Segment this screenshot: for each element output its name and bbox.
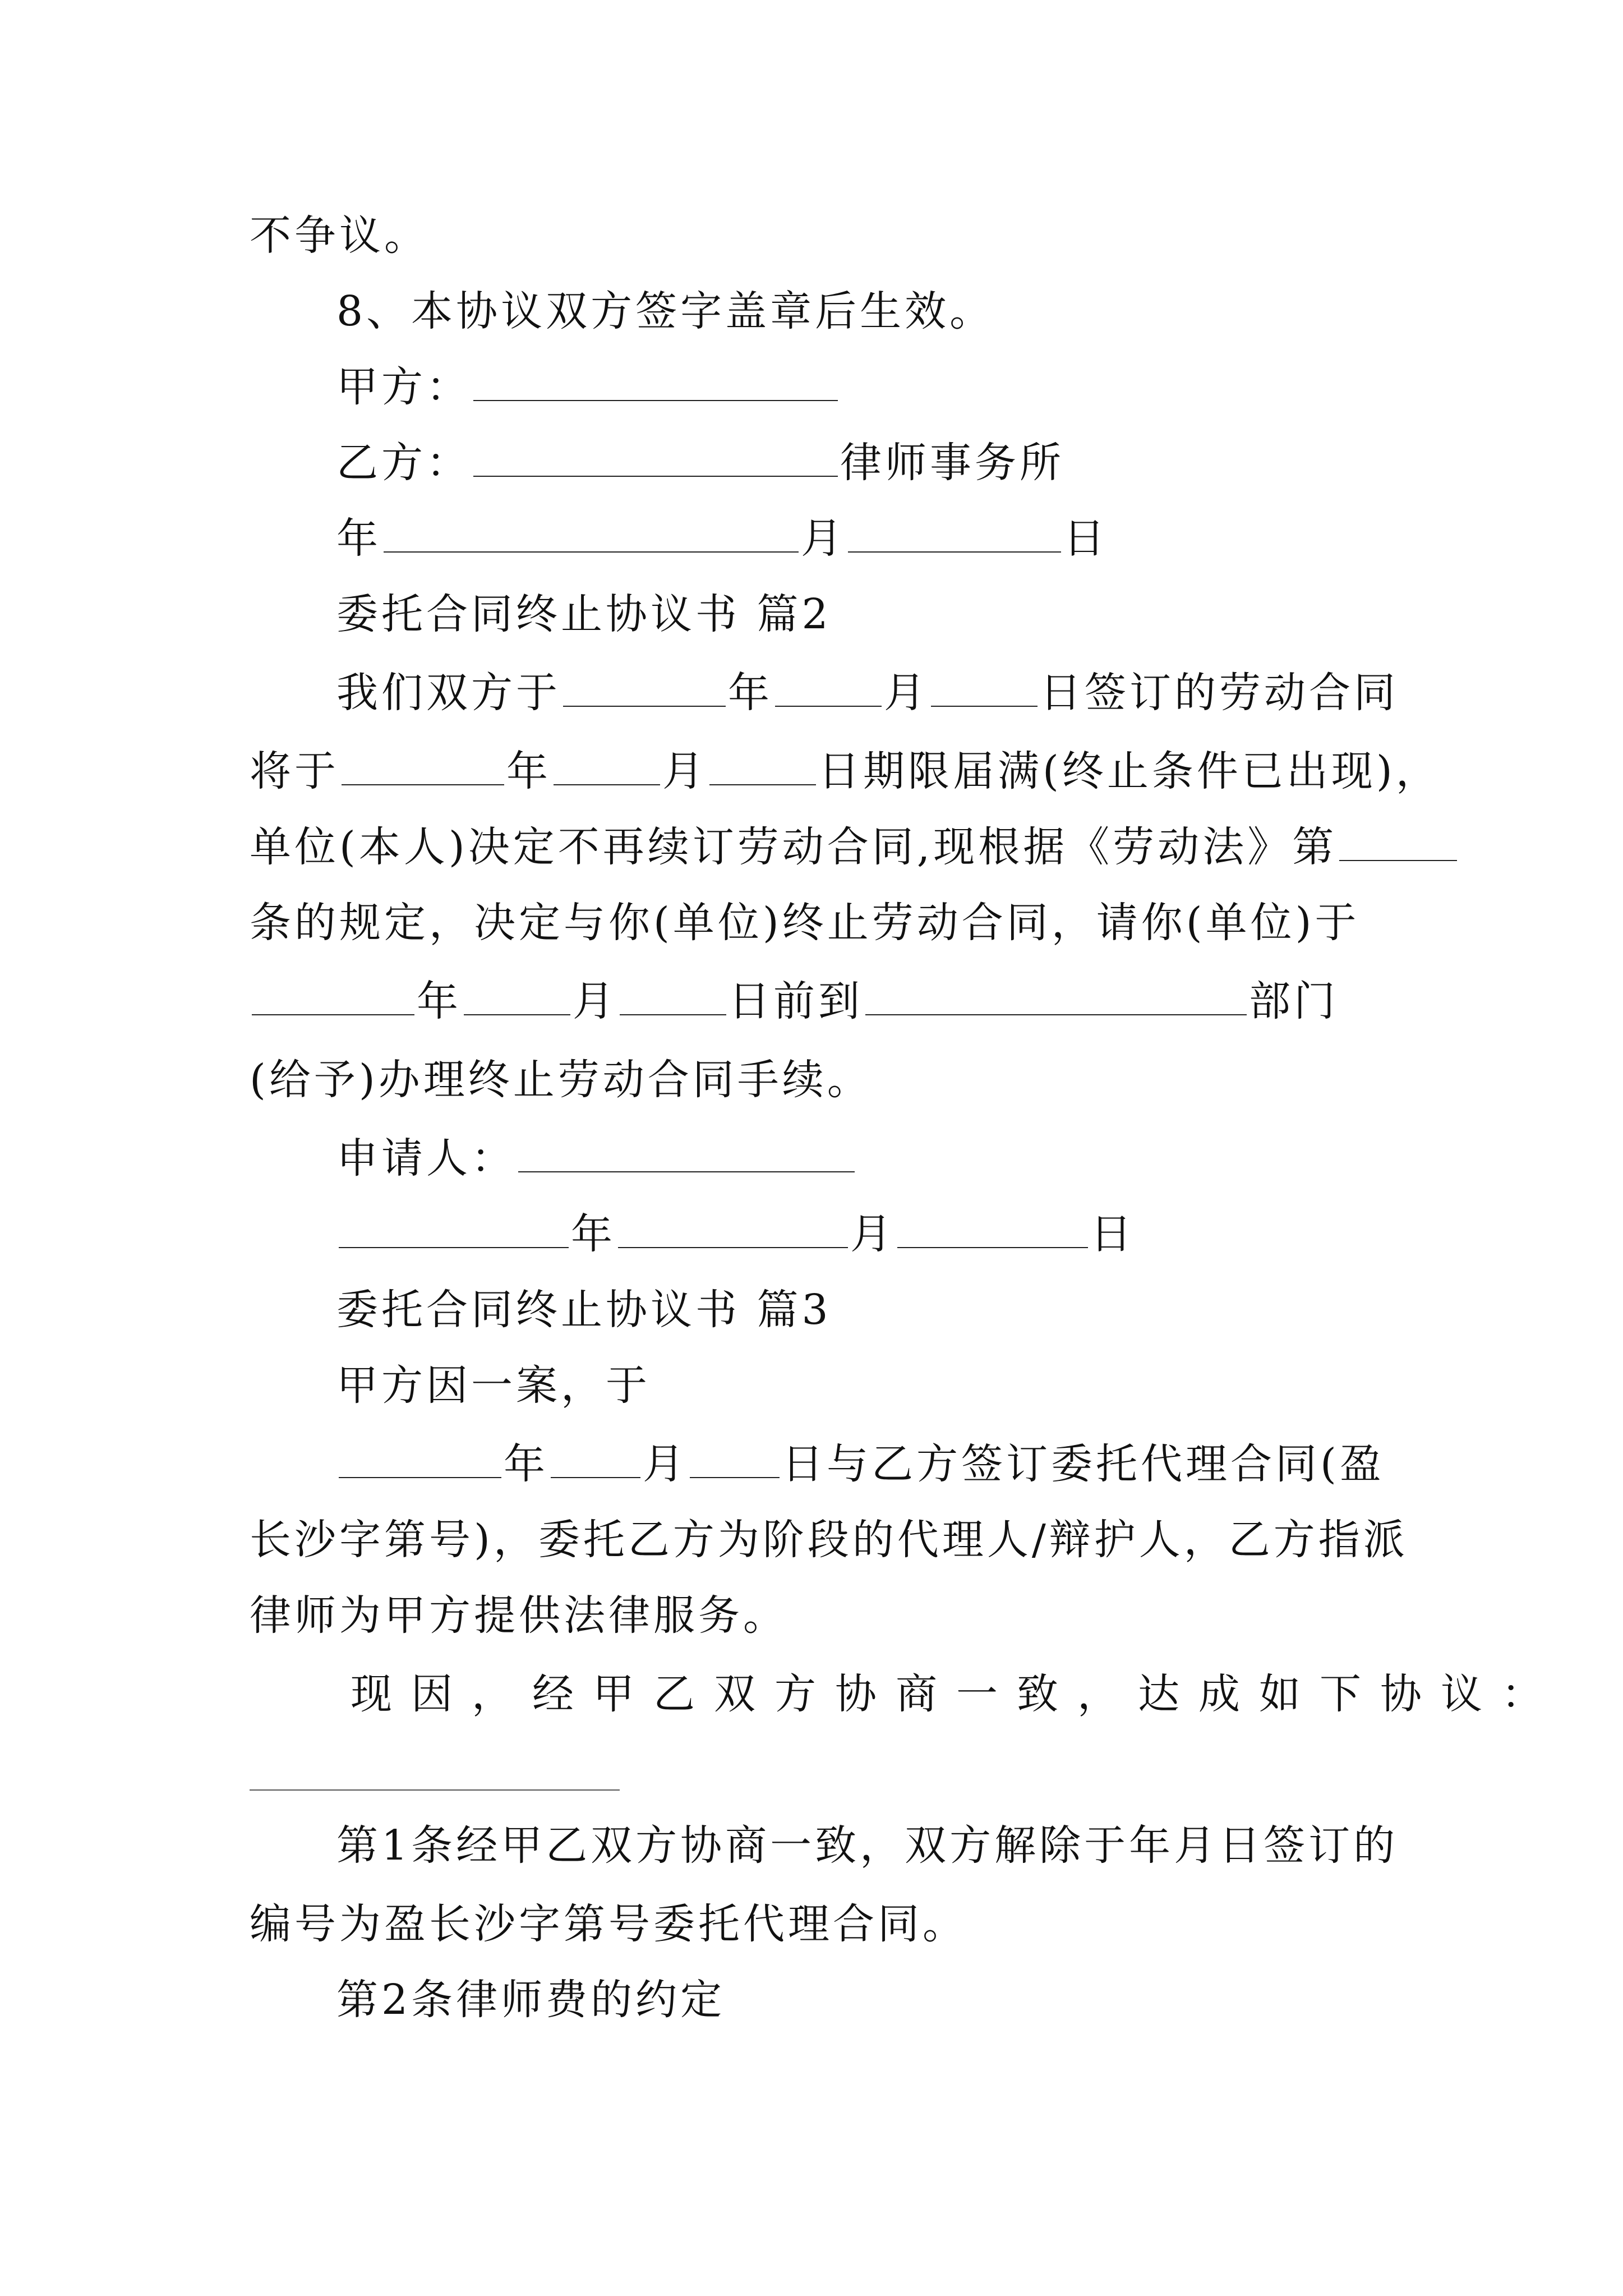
heading-2: [336, 589, 832, 639]
party-b-line: [336, 438, 1064, 488]
applicant-blank: [518, 1137, 855, 1172]
s2-line-2: [250, 746, 1441, 797]
day-blank: [620, 979, 726, 1015]
month-label: 月: [884, 669, 929, 717]
section-heading: 委托合同终止协议书 篇3: [336, 1286, 832, 1334]
heading-3: [336, 1285, 832, 1335]
text: 甲方因一案，于: [336, 1361, 651, 1410]
year-blank: [339, 1442, 501, 1478]
year-label: 年: [571, 1210, 616, 1258]
s3-line-1: [336, 1360, 651, 1411]
date-line-2: [336, 1209, 1135, 1259]
s2-line-1: [336, 668, 1399, 718]
article-blank: [1339, 825, 1457, 861]
text: (给予)办理终止劳动合同手续。: [250, 1056, 872, 1104]
party-b-label: 乙方：: [336, 439, 471, 487]
text: 律师为甲方提供法律服务。: [250, 1591, 788, 1640]
party-a-label: 甲方：: [336, 363, 471, 411]
article-2: [336, 1975, 725, 2025]
s3-line-3: [250, 1515, 1408, 1565]
month-label: 月: [643, 1440, 688, 1488]
year-blank: [342, 749, 504, 785]
applicant-label: 申请人：: [336, 1134, 516, 1182]
s2-line-5: [250, 976, 1339, 1027]
date-line-1: [336, 513, 1108, 564]
day-blank: [709, 749, 816, 785]
party-a-blank: [473, 365, 838, 401]
year-blank: [252, 979, 414, 1015]
text: 日期限届满(终止条件已出现)，: [818, 747, 1441, 795]
year-blank: [339, 1212, 569, 1248]
day-blank: [897, 1212, 1088, 1248]
text: 将于: [250, 747, 339, 795]
day-label: 日: [1063, 514, 1108, 563]
year-label: 年: [728, 669, 773, 717]
month-label: 月: [850, 1210, 895, 1258]
month-blank: [384, 517, 799, 553]
s3-line-5: [351, 1669, 1562, 1719]
text: 编号为盈长沙字第号委托代理合同。: [250, 1900, 967, 1948]
party-b-suffix: 律师事务所: [840, 439, 1064, 487]
month-label: 月: [801, 514, 846, 563]
s3-line-4: [250, 1590, 788, 1641]
text: 现因，经甲乙双方协商一致，达成如下协议：: [351, 1670, 1562, 1718]
month-blank: [618, 1212, 848, 1248]
clause-8: [336, 286, 994, 337]
text: 单位(本人)决定不再续订劳动合同,现根据《劳动法》第: [250, 823, 1338, 871]
text: 不争议。: [250, 211, 429, 260]
separator-line: [250, 1789, 620, 1791]
department-blank: [865, 979, 1247, 1015]
applicant-line: [336, 1133, 857, 1184]
text: 8、本协议双方签字盖章后生效。: [336, 287, 995, 335]
year-label: 年: [506, 747, 551, 795]
month-blank: [775, 671, 882, 707]
article-1-line-2: [250, 1899, 967, 1949]
day-blank: [848, 517, 1061, 553]
s2-line-3: [250, 822, 1459, 872]
section-heading: 委托合同终止协议书 篇2: [336, 590, 832, 638]
text: 我们双方于: [336, 669, 561, 717]
text: 部门: [1249, 977, 1339, 1025]
year-label: 年: [417, 977, 462, 1025]
text: 日前到: [728, 977, 863, 1025]
s3-line-2: [336, 1439, 1385, 1489]
day-blank: [931, 671, 1038, 707]
month-label: 月: [573, 977, 617, 1025]
party-a-line: [336, 362, 840, 412]
day-label: 日: [1090, 1210, 1135, 1258]
year-blank: [563, 671, 726, 707]
month-blank: [464, 979, 570, 1015]
text: 条的规定，决定与你(单位)终止劳动合同，请你(单位)于: [250, 899, 1360, 947]
s2-line-4: [250, 898, 1359, 948]
month-label: 月: [662, 747, 707, 795]
text: 第2条律师费的约定: [336, 1976, 726, 2024]
s2-line-6: [250, 1055, 872, 1105]
party-b-blank: [473, 441, 838, 477]
day-blank: [690, 1442, 780, 1478]
article-1-line-1: [336, 1820, 1398, 1871]
text: 日与乙方签订委托代理合同(盈: [782, 1440, 1385, 1488]
text: 第1条经甲乙双方协商一致，双方解除于年月日签订的: [336, 1821, 1399, 1870]
month-blank: [554, 749, 660, 785]
month-blank: [551, 1442, 640, 1478]
text: 长沙字第号)，委托乙方为阶段的代理人/辩护人，乙方指派: [250, 1516, 1408, 1564]
text: 日签订的劳动合同: [1040, 669, 1399, 717]
paragraph-tail: [250, 210, 429, 261]
year-label: 年: [504, 1440, 548, 1488]
year-label: 年: [336, 514, 381, 563]
